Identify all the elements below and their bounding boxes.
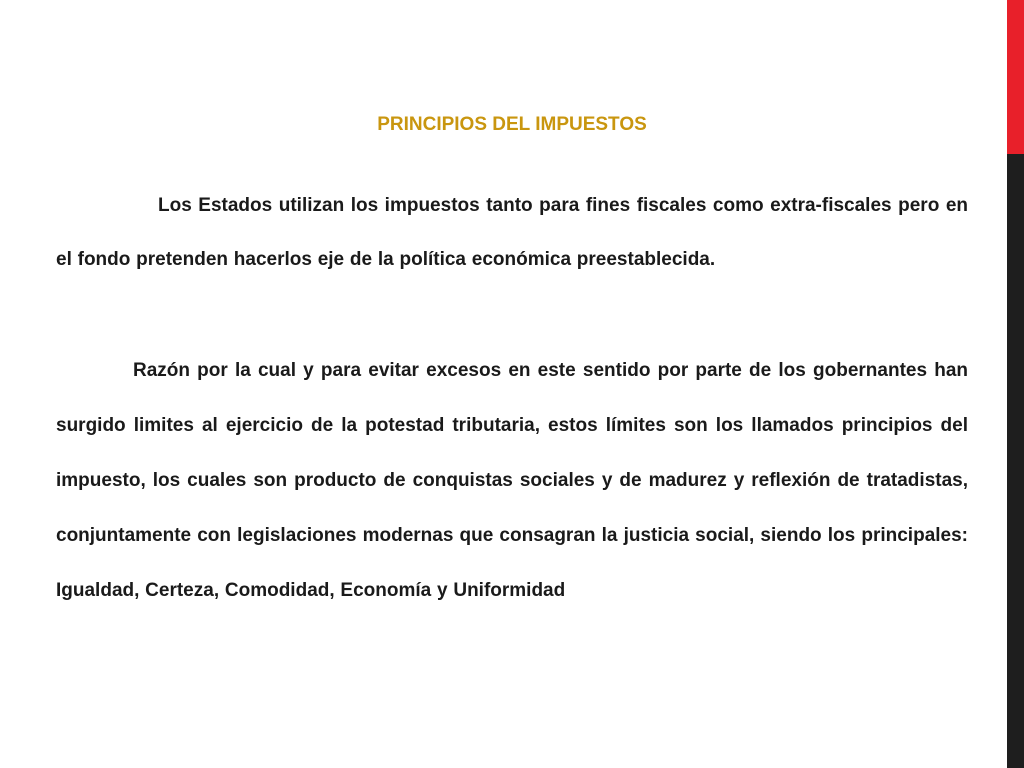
paragraph-1: Los Estados utilizan los impuestos tanto para fines fiscales como extra-fiscales pero en el fondo pretenden hacerlos eje de la política económica preestablecida. (56, 195, 968, 270)
accent-bar-dark (1007, 154, 1024, 768)
paragraph-2: Razón por la cual y para evitar excesos en este sentido por parte de los gobernantes han surgido limites al ejercicio de la potestad tributaria, estos límites son los llamados principios del impuesto, los cuales son producto de conquistas sociales y de madurez y reflexión de tratadistas, conjuntamente con legislaciones modernas que consagran la justicia social, siendo los principales: Igualdad, Certeza, Comodidad, Economía y Uniformidad (56, 360, 968, 601)
slide-title: PRINCIPIOS DEL IMPUESTOS (377, 114, 647, 135)
